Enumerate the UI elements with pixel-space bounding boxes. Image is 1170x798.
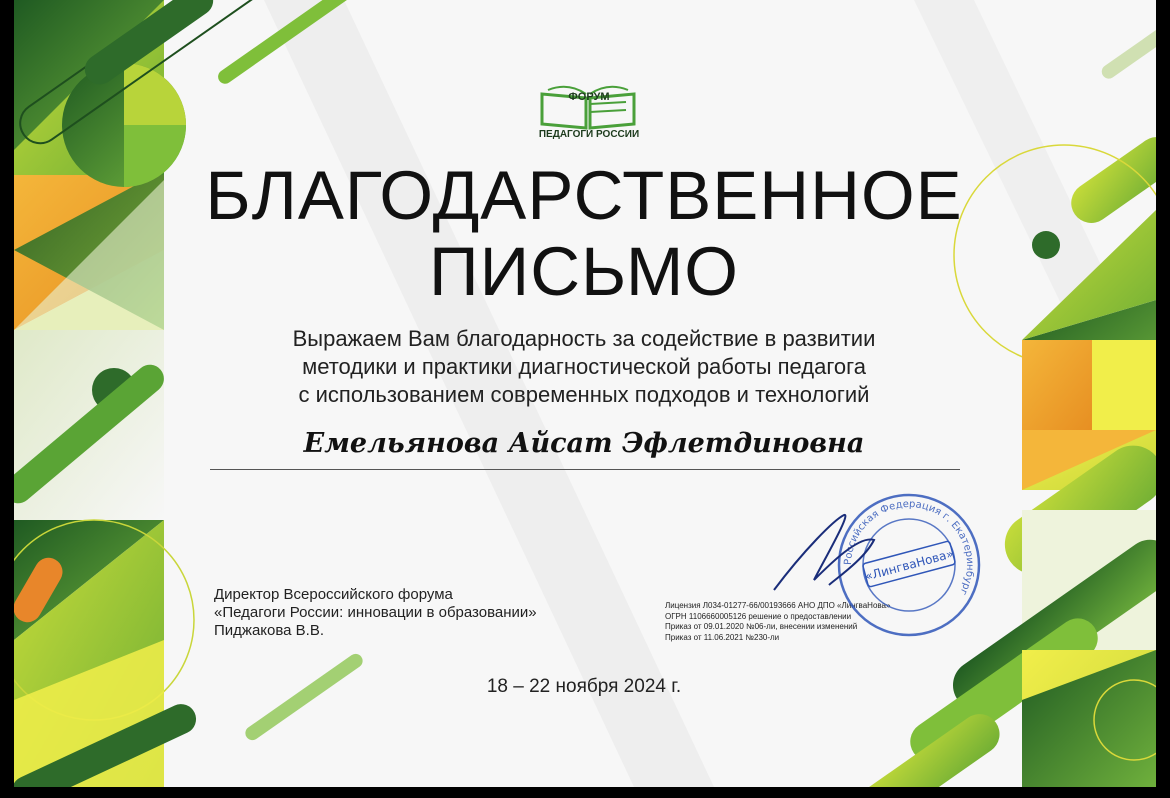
director-block xyxy=(214,586,644,640)
official-stamp xyxy=(734,480,984,650)
license-line-2: ОГРН 1106660005126 решение о предоставлении xyxy=(665,611,852,621)
title-line-2: ПИСЬМО xyxy=(429,233,739,310)
director-title: Директор Всероссийского форума xyxy=(214,586,453,603)
forum-logo-book-icon xyxy=(538,80,638,130)
license-line-1: Лицензия Л034-01277-66/00193666 АНО ДПО «ЛингваНова» xyxy=(665,601,891,610)
gratitude-line-3: с использованием современных подходов и технологий xyxy=(298,382,870,407)
logo-word: ФОРУМ xyxy=(568,91,610,103)
gratitude-text xyxy=(184,325,984,409)
stamp-ring-text: Российская Федерация г. Екатеринбург xyxy=(842,498,976,597)
stamp-center-text: «ЛингваНова» xyxy=(863,546,955,584)
logo-subtitle: ПЕДАГОГИ РОССИИ xyxy=(538,129,640,140)
certificate-title xyxy=(114,158,1054,310)
license-line-4: Приказ от 11.06.2021 №230-ли xyxy=(665,632,780,642)
name-underline xyxy=(210,469,960,470)
title-line-1: БЛАГОДАРСТВЕННОЕ xyxy=(205,157,963,234)
forum-name: «Педагоги России: инновации в образовании» xyxy=(214,604,537,621)
gratitude-line-2: методики и практики диагностической работы педагога xyxy=(302,354,866,379)
director-name: Пиджакова В.В. xyxy=(214,622,325,639)
certificate-page xyxy=(14,0,1156,787)
gratitude-line-1: Выражаем Вам благодарность за содействие в развитии xyxy=(292,326,876,351)
license-line-3: Приказ от 09.01.2020 №06-ли, внесении изменений xyxy=(665,622,858,631)
recipient-name: Емельянова Айсат Эфлетдиновна xyxy=(303,428,865,459)
event-dates: 18 – 22 ноября 2024 г. xyxy=(486,676,682,697)
